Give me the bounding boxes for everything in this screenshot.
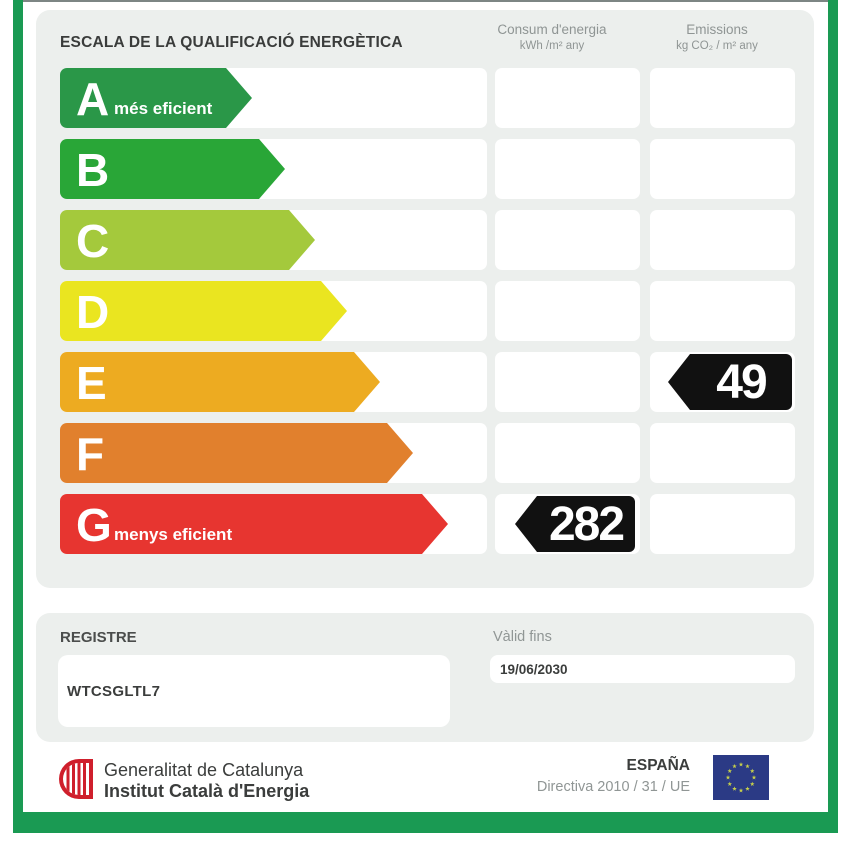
registry-panel (36, 613, 814, 742)
band-arrow-tip (321, 281, 347, 341)
consumption-label: Consum d'energia (497, 22, 607, 37)
band-letter: E (76, 357, 107, 410)
emissions-cell-f (650, 423, 795, 483)
valid-until-box (490, 655, 795, 683)
band-letter: A (76, 73, 110, 126)
consumption-cell-c (495, 210, 640, 270)
org-line1: Generalitat de Catalunya (104, 760, 304, 780)
scale-row-g (60, 494, 795, 554)
column-header-consumption (477, 22, 627, 52)
consumption-cell-f (495, 423, 640, 483)
emissions-value-tag (668, 354, 792, 410)
registry-label: REGISTRE (60, 629, 137, 646)
emissions-cell-b (650, 139, 795, 199)
band-note: menys eficient (114, 525, 233, 544)
org-line2: Institut Català d'Energia (104, 781, 310, 801)
valid-until-label: Vàlid fins (493, 629, 552, 645)
consumption-cell-g (495, 494, 640, 554)
frame-bottom-bar (13, 812, 838, 833)
scale-title: ESCALA DE LA QUALIFICACIÓ ENERGÈTICA (60, 34, 403, 51)
emissions-cell-c (650, 210, 795, 270)
emissions-cell-e (650, 352, 795, 412)
consumption-cell-b (495, 139, 640, 199)
scale-rows (60, 68, 795, 554)
generalitat-catalunya-logo-icon (58, 756, 98, 802)
frame-right-bar (828, 0, 838, 833)
emissions-unit: kg CO₂ / m² any (676, 40, 758, 52)
directive-label: Directiva 2010 / 31 / UE (536, 779, 690, 795)
band-arrow-tip (289, 210, 315, 270)
band-arrow-tip (387, 423, 413, 483)
registry-code-box (58, 655, 450, 727)
band-arrow-tip (226, 68, 252, 128)
emissions-value: 49 (690, 354, 792, 410)
left-arrow-tip-icon (668, 354, 690, 410)
left-arrow-tip-icon (515, 496, 537, 552)
band-arrow-tip (354, 352, 380, 412)
consumption-value: 282 (537, 496, 635, 552)
scale-row-e (60, 352, 795, 412)
valid-until-date: 19/06/2030 (500, 661, 568, 677)
band-e (60, 352, 380, 412)
emissions-label: Emissions (686, 22, 748, 37)
emissions-cell-d (650, 281, 795, 341)
band-arrow-tip (259, 139, 285, 199)
country-label: ESPAÑA (626, 757, 690, 774)
band-letter: G (76, 499, 112, 552)
band-c (60, 210, 315, 270)
frame-left-bar (13, 0, 23, 833)
eu-flag-icon (713, 755, 769, 800)
consumption-value-tag (515, 496, 635, 552)
emissions-cell-a (650, 68, 795, 128)
consumption-cell-a (495, 68, 640, 128)
band-note: més eficient (114, 99, 213, 118)
scale-panel (36, 10, 814, 588)
band-letter: C (76, 215, 110, 268)
scale-row-f (60, 423, 795, 483)
scale-row-a (60, 68, 795, 128)
band-f (60, 423, 413, 483)
band-a (60, 68, 252, 128)
top-border-line (23, 0, 828, 2)
consumption-unit: kWh /m² any (519, 40, 585, 52)
emissions-cell-g (650, 494, 795, 554)
column-header-emissions (642, 22, 792, 52)
band-b (60, 139, 285, 199)
scale-row-d (60, 281, 795, 341)
band-arrow-tip (422, 494, 448, 554)
consumption-cell-e (495, 352, 640, 412)
organization-name (104, 760, 309, 802)
consumption-cell-d (495, 281, 640, 341)
band-letter: F (76, 428, 105, 481)
band-letter: B (76, 144, 110, 197)
band-g (60, 494, 448, 554)
band-letter: D (76, 286, 110, 339)
registry-code: WTCSGLTL7 (67, 682, 161, 700)
scale-row-b (60, 139, 795, 199)
band-d (60, 281, 347, 341)
scale-row-c (60, 210, 795, 270)
